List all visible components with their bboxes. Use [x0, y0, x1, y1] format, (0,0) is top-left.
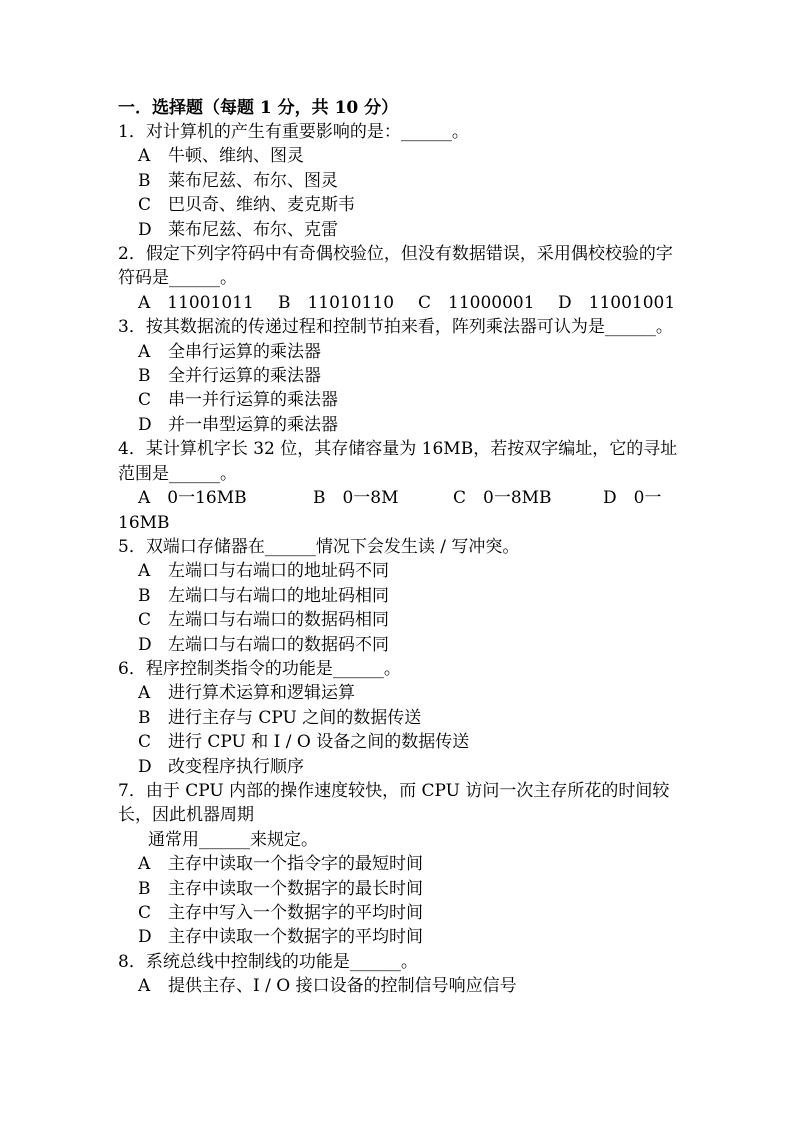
option-2d: D 11001001: [558, 292, 676, 313]
option-3a: A 全串行运算的乘法器: [138, 341, 321, 362]
section-title: 一．选择题（每题 1 分，共 10 分）: [118, 98, 399, 118]
option-5c: C 左端口与右端口的数据码相同: [138, 610, 389, 631]
question-6: 6．程序控制类指令的功能是______。: [118, 658, 401, 679]
option-4a: A 0一16MB: [138, 488, 247, 509]
option-2b: B 11010110: [278, 292, 395, 313]
option-3b: B 全并行运算的乘法器: [138, 366, 321, 387]
option-3d: D 并一串型运算的乘法器: [138, 414, 338, 435]
options-row-4: [118, 486, 678, 510]
option-4c: C 0一8MB: [453, 488, 552, 509]
option-5a: A 左端口与右端口的地址码不同: [138, 561, 389, 582]
option-6a: A 进行算术运算和逻辑运算: [138, 683, 355, 704]
question-7: 7．由于 CPU 内部的操作速度较快，而 CPU 访问一次主存所花的时间较长，因此机器周期: [118, 780, 670, 826]
option-4d: D 0一: [603, 488, 662, 509]
question-4: 4．某计算机字长 32 位，其存储容量为 16MB，若按双字编址，它的寻址范围是______。: [118, 439, 678, 484]
option-7d: D 主存中读取一个数据字的平均时间: [138, 927, 423, 948]
option-6c: C 进行 CPU 和 I / O 设备之间的数据传送: [138, 732, 470, 753]
question-7-continuation: 通常用______来规定。: [148, 829, 318, 850]
option-7c: C 主存中写入一个数据字的平均时间: [138, 903, 423, 923]
option-7a: A 主存中读取一个指令字的最短时间: [138, 854, 423, 875]
options-row-2: [118, 291, 678, 315]
option-1b: B 莱布尼兹、布尔、图灵: [138, 170, 338, 191]
question-3: 3．按其数据流的传递过程和控制节拍来看，阵列乘法器可认为是______。: [118, 317, 673, 338]
option-1a: A 牛顿、维纳、图灵: [138, 146, 304, 167]
exam-content: [118, 96, 678, 999]
option-4b: B 0一8M: [313, 488, 399, 509]
question-2: 2．假定下列字符码中有奇偶校验位，但没有数据错误，采用偶校校验的字符码是______。: [118, 244, 673, 289]
question-5: 5．双端口存储器在______情况下会发生读 / 写冲突。: [118, 536, 520, 557]
question-8: 8．系统总线中控制线的功能是______。: [118, 951, 418, 972]
option-6d: D 改变程序执行顺序: [138, 756, 304, 777]
option-2a: A 11001011: [138, 292, 254, 313]
option-8a: A 提供主存、I / O 接口设备的控制信号响应信号: [138, 976, 517, 997]
option-4d-overflow: 16MB: [118, 512, 170, 533]
option-1d: D 莱布尼兹、布尔、克雷: [138, 219, 338, 240]
option-7b: B 主存中读取一个数据字的最长时间: [138, 878, 423, 899]
option-1c: C 巴贝奇、维纳、麦克斯韦: [138, 195, 355, 216]
option-5b: B 左端口与右端口的地址码相同: [138, 585, 389, 606]
option-2c: C 11000001: [418, 292, 535, 313]
option-6b: B 进行主存与 CPU 之间的数据传送: [138, 707, 422, 728]
option-3c: C 串一并行运算的乘法器: [138, 390, 338, 411]
option-5d: D 左端口与右端口的数据码不同: [138, 634, 389, 655]
question-1: 1．对计算机的产生有重要影响的是：______。: [118, 122, 469, 142]
